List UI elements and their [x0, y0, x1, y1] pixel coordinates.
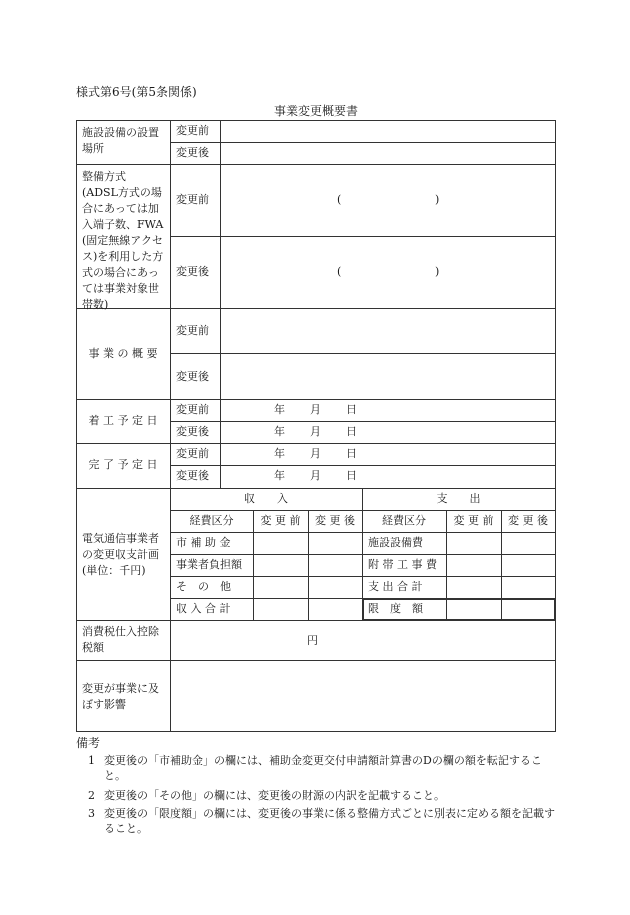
- finish-before-year: 年: [274, 447, 285, 460]
- overview-before-label: 変更前: [176, 324, 209, 337]
- expense-row-limit: 限 度 額: [368, 602, 423, 615]
- method-after-label: 変更後: [176, 265, 209, 278]
- income-before-header: 変 更 前: [260, 514, 301, 527]
- method-before-paren-open: (: [337, 193, 342, 206]
- impact-label: 変更が事業に及ぼす影響: [82, 682, 159, 711]
- expense-row-incidental: 附 帯 工 事 費: [368, 558, 437, 571]
- expense-row-facility: 施設設備費: [368, 536, 423, 549]
- budget-label: 電気通信事業者の変更収支計画(単位：千円): [82, 532, 159, 577]
- method-label: [82, 169, 168, 313]
- method-after-paren-close: ): [435, 265, 440, 278]
- method-after-paren-open: (: [337, 265, 342, 278]
- note-3-number: 3: [88, 807, 95, 820]
- start-after-label: 変更後: [176, 425, 209, 438]
- income-row-total: 収 入 合 計: [176, 602, 231, 615]
- income-row-subsidy: 市 補 助 金: [176, 536, 231, 549]
- start-date-label: 着 工 予 定 日: [88, 414, 158, 427]
- start-after-month: 月: [310, 425, 321, 438]
- start-before-year: 年: [274, 403, 285, 416]
- finish-before-day: 日: [346, 447, 357, 460]
- expense-after-header: 変 更 後: [508, 514, 548, 527]
- finish-after-label: 変更後: [176, 469, 209, 482]
- income-after-header: 変 更 後: [315, 514, 355, 527]
- note-1-number: 1: [88, 754, 95, 767]
- start-before-label: 変更前: [176, 403, 209, 416]
- start-after-day: 日: [346, 425, 357, 438]
- location-before-label: 変更前: [176, 124, 209, 137]
- document-title: 事業変更概要書: [274, 104, 359, 118]
- income-row-operator: 事業者負担額: [176, 558, 242, 571]
- finish-before-label: 変更前: [176, 447, 209, 460]
- finish-after-month: 月: [310, 469, 321, 482]
- overview-label: 事 業 の 概 要: [88, 347, 158, 360]
- notes-title: 備考: [76, 736, 101, 750]
- expense-header: 支 出: [436, 492, 481, 505]
- overview-after-label: 変更後: [176, 370, 209, 383]
- start-after-year: 年: [274, 425, 285, 438]
- method-label-detail: (ADSL方式の場合にあっては加入端子数、FWA(固定無線アクセス)を利用した方式の場合にあっては事業対象世帯数): [82, 186, 164, 311]
- expense-category-header: 経費区分: [382, 514, 426, 527]
- tax-unit: 円: [307, 634, 318, 647]
- method-before-label: 変更前: [176, 193, 209, 206]
- income-category-header: 経費区分: [189, 514, 234, 527]
- location-after-label: 変更後: [176, 146, 209, 159]
- finish-after-day: 日: [346, 469, 357, 482]
- note-2-text: 変更後の「その他」の欄には、変更後の財源の内訳を記載すること。: [104, 789, 445, 802]
- expense-before-header: 変 更 前: [453, 514, 494, 527]
- start-before-day: 日: [346, 403, 357, 416]
- finish-after-year: 年: [274, 469, 285, 482]
- finish-before-month: 月: [310, 447, 321, 460]
- form-number: 様式第6号(第5条関係): [76, 85, 197, 99]
- note-2-number: 2: [88, 789, 95, 802]
- note-3-text: 変更後の「限度額」の欄には、変更後の事業に係る整備方式ごとに別表に定める額を記載すること。: [104, 807, 555, 835]
- finish-date-label: 完 了 予 定 日: [88, 458, 158, 471]
- method-before-paren-close: ): [435, 193, 440, 206]
- start-before-month: 月: [310, 403, 321, 416]
- expense-row-total: 支 出 合 計: [368, 580, 423, 593]
- tax-label: 消費税仕入控除税額: [82, 625, 159, 654]
- income-row-other: そ の 他: [176, 580, 231, 593]
- income-header: 収 入: [244, 492, 288, 505]
- method-label-title: 整備方式: [82, 170, 126, 183]
- note-1-text: 変更後の「市補助金」の欄には、補助金変更交付申請額計算書のDの欄の額を転記すること。: [104, 754, 542, 782]
- location-label: 施設設備の設置場所: [82, 126, 159, 155]
